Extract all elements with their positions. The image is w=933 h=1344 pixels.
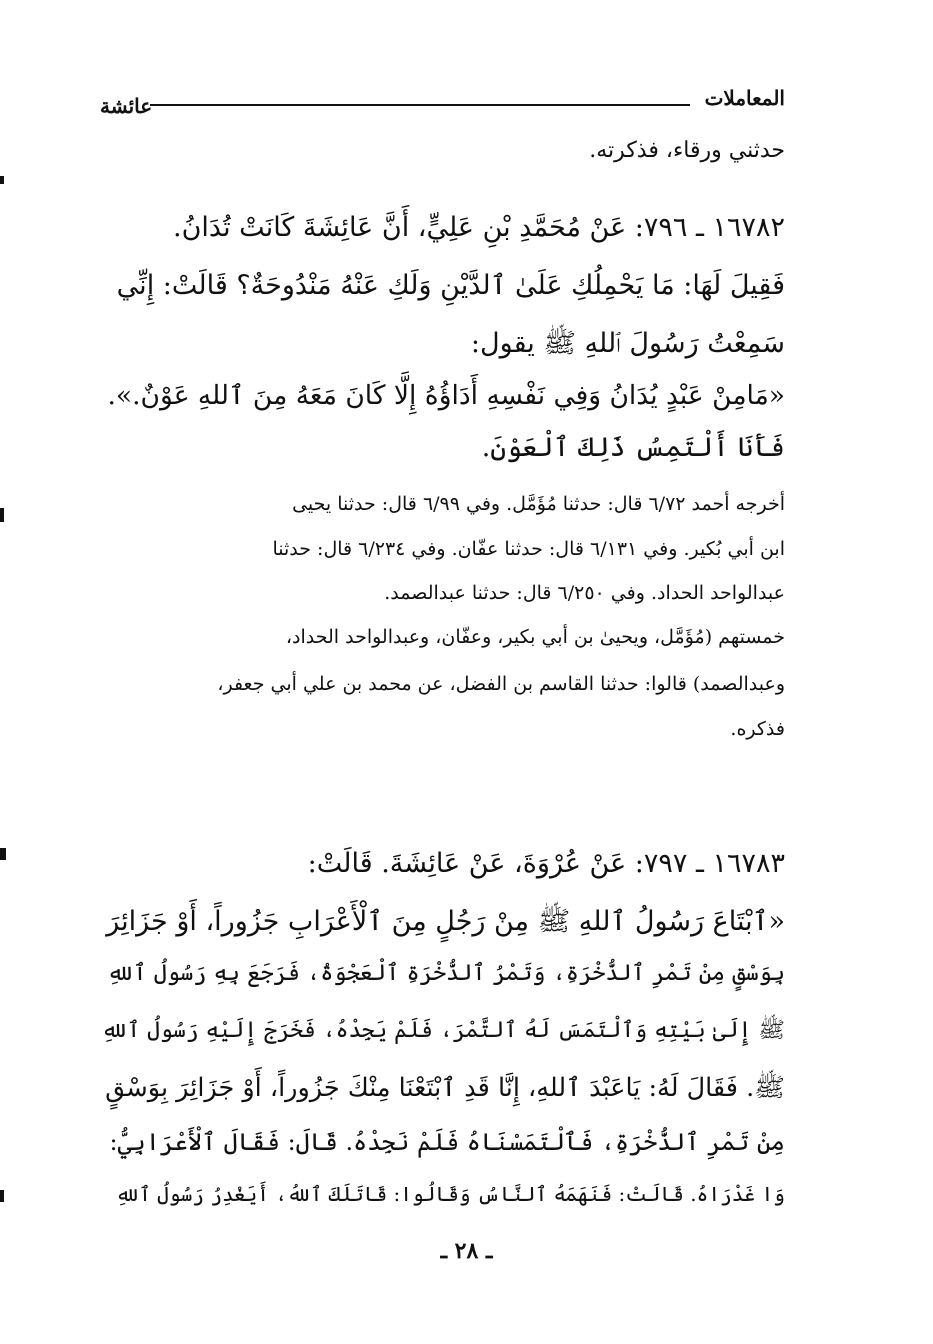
hadith-line: ١٦٧٨٣ ـ ٧٩٧: عَنْ عُرْوَةَ، عَنْ عَائِشَةَ. قَالَتْ: [307, 848, 785, 879]
hadith-line: سَمِعْتُ رَسُولَ ٱللهِ ﷺ يقول: [470, 328, 785, 359]
running-header-topic: عائشة [100, 94, 153, 118]
takhrij-line: فذكره. [730, 718, 785, 740]
hadith-line: وَا غَدْرَاهُ. قَالَتْ: فَنَهَمَهُ ٱلنَّاسُ وَقَالُوا: قَاتَلَكَ ٱللهُ، أَيَغْدِرُ رَسُولُ ٱللهِ [115, 1182, 785, 1206]
takhrij-line: خمستهم (مُؤَمَّل، ويحيىٰ بن أبي بكير، وعفّان، وعبدالواحد الحداد، [285, 626, 785, 648]
hadith-line: ١٦٧٨٢ ـ ٧٩٦: عَنْ مُحَمَّدِ بْنِ عَلِيٍّ، أَنَّ عَائِشَةَ كَانَتْ تُدَانُ. [173, 212, 785, 243]
page-number: ـ ٢٨ ـ [440, 1238, 493, 1264]
takhrij-line: وعبدالصمد) قالوا: حدثنا القاسم بن الفضل، عن محمد بن علي أبي جعفر، [217, 673, 785, 695]
scan-edge-mark [0, 1190, 4, 1202]
takhrij-line: ابن أبي بُكير. وفي ٦/١٣١ قال: حدثنا عفّان. وفي ٦/٢٣٤ قال: حدثنا [272, 538, 785, 560]
hadith-line: ﷺ إِلَىٰ بَيْتِهِ وَٱلْتَمَسَ لَهُ ٱلتَّمْرَ، فَلَمْ يَجِدْهُ، فَخَرَجَ إِلَيْهِ رَسُولُ ٱللهِ [101, 1018, 785, 1043]
header-rule [150, 104, 690, 106]
running-header-section: المعاملات [704, 86, 785, 110]
scan-edge-mark [0, 848, 6, 860]
takhrij-line: عبدالواحد الحداد. وفي ٦/٢٥٠ قال: حدثنا عبدالصمد. [384, 582, 785, 604]
hadith-line: فَأَنَا أَلْتَمِسُ ذَلِكَ ٱلْعَوْنَ. [481, 432, 785, 463]
hadith-line: مِنْ تَمْرِ ٱلذُّخْرَةِ، فَٱلْتَمَسْنَاهُ فَلَمْ نَجِدْهُ. قَالَ: فَقَالَ ٱلْأَعْرَابِيُّ: [109, 1128, 785, 1156]
hadith-line: «مَامِنْ عَبْدٍ يُدَانُ وَفِي نَفْسِهِ أَدَاؤُهُ إِلَّا كَانَ مَعَهُ مِنَ ٱللهِ عَوْنٌ.». [107, 380, 785, 411]
hadith-line: فَقِيلَ لَهَا: مَا يَحْمِلُكِ عَلَىٰ ٱلدَّيْنِ وَلَكِ عَنْهُ مَنْدُوحَةٌ؟ قَالَتْ: إِنِّي [116, 270, 785, 301]
scan-edge-mark [0, 508, 4, 522]
hadith-line: ﷺ. فَقَالَ لَهُ: يَاعَبْدَ ٱللهِ، إِنَّا قَدِ ٱبْتَعْنَا مِنْكَ جَزُوراً، أَوْ جَزَائِرَ بِوَسْقٍ [105, 1073, 785, 1103]
takhrij-line: أخرجه أحمد ٦/٧٢ قال: حدثنا مُؤَمَّل. وفي ٦/٩٩ قال: حدثنا يحيى [292, 493, 785, 515]
hadith-line: «ٱبْتَاعَ رَسُولُ ٱللهِ ﷺ مِنْ رَجُلٍ مِنَ ٱلْأَعْرَابِ جَزُوراً، أَوْ جَزَائِرَ [106, 906, 785, 937]
scan-edge-mark [0, 176, 4, 184]
hadith-line: بِوَسْقٍ مِنْ تَمْرِ ٱلذُّخْرَةِ، وَتَمْرُ ٱلذُّخْرَةِ ٱلْعَجْوَةُ، فَرَجَعَ بِهِ رَسُولُ ٱللهِ [107, 960, 785, 986]
continuation-line: حدثني ورقاء، فذكرته. [589, 138, 785, 163]
